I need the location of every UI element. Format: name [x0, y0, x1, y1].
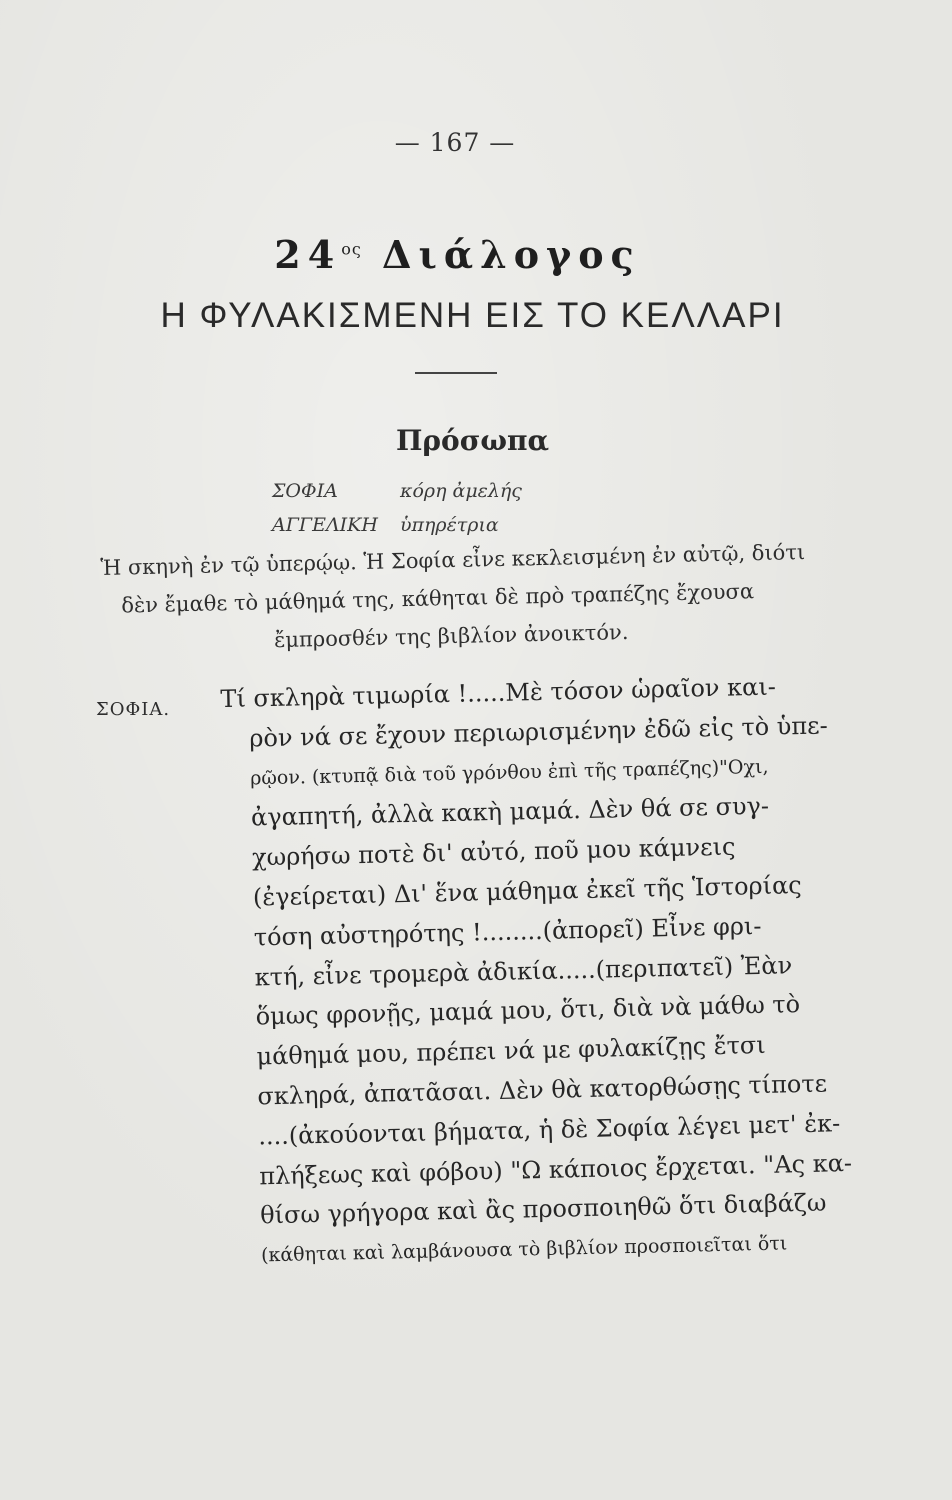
- speech-line: ρῷον. (κτυπᾷ διὰ τοῦ γρόνθου ἐπὶ τῆς τραπέζης)"Οχι,: [249, 755, 769, 790]
- cast-name: ΑΓΓΕΛΙΚΗ: [272, 514, 378, 536]
- cast-list: [272, 474, 522, 542]
- speech-line: (ἐγείρεται) Δι' ἕνα μάθημα ἐκεῖ τῆς Ἱστορίας: [252, 871, 802, 912]
- cast-name: ΣΟΦΙΑ: [272, 480, 338, 502]
- chapter-title: Η ΦΥΛΑΚΙΣΜΕΝΗ ΕΙΣ ΤΟ ΚΕΛΛΑΡΙ: [160, 296, 785, 335]
- speech-line: τόση αὐστηρότης !........(ἀπορεῖ) Εἶνε φρι-: [253, 911, 762, 952]
- speech-line: σκληρά, ἀπατᾶσαι. Δὲν θὰ κατορθώσῃς τίποτε: [257, 1069, 828, 1111]
- speech-block: [220, 665, 901, 1277]
- stage-direction-line: δὲν ἔμαθε τὸ μάθημά της, κάθηται δὲ πρὸ τραπέζης ἔχουσα: [121, 579, 755, 618]
- speech-line: κτή, εἶνε τρομερὰ ἀδικία.....(περιπατεῖ) Ἐὰν: [254, 950, 793, 992]
- speech-line: πλήξεως καὶ φόβου) "Ω κάποιος ἔρχεται. "Ας κα-: [258, 1148, 853, 1190]
- speech-line: θίσω γρήγορα καὶ ἂς προσποιηθῶ ὅτι διαβάζω: [259, 1188, 827, 1230]
- title-divider: [415, 372, 497, 374]
- speech-line: ρὸν νά σε ἔχουν περιωρισμένην ἐδῶ εἰς τὸ ὑπε-: [249, 711, 828, 753]
- dialogue-number: 24: [274, 232, 342, 277]
- speech-line: Τί σκληρὰ τιμωρία !.....Μὲ τόσον ὡραῖον και-: [220, 672, 777, 714]
- cast-row: [272, 474, 522, 508]
- dialogue-heading: [0, 232, 915, 277]
- dialogue-word: Διάλογος: [382, 232, 641, 277]
- speech-line: μάθημά μου, πρέπει νά με φυλακίζῃς ἔτσι: [256, 1031, 766, 1071]
- stage-direction-line: Ἡ σκηνὴ ἐν τῷ ὑπερῴῳ. Ἡ Σοφία εἶνε κεκλεισμένη ἐν αὐτῷ, διότι: [100, 540, 806, 580]
- speech-line: ἀγαπητή, ἀλλὰ κακὴ μαμά. Δὲν θά σε συγ-: [250, 792, 770, 832]
- speaker-label: ΣΟΦΙΑ.: [96, 699, 171, 720]
- speech-line: ....(ἀκούονται βήματα, ἡ δὲ Σοφία λέγει μετ' ἐκ-: [258, 1108, 841, 1151]
- speech-line: (κάθηται καὶ λαμβάνουσα τὸ βιβλίον προσποιεῖται ὅτι: [260, 1232, 788, 1267]
- cast-description: κόρη ἀμελής: [400, 480, 522, 502]
- page-number: — 167 —: [394, 128, 516, 157]
- speech-line: χωρήσω ποτὲ δι' αὐτό, ποῦ μου κάμνεις: [251, 832, 736, 872]
- persons-heading: Πρόσωπα: [395, 424, 550, 457]
- stage-direction-line: ἔμπροσθέν της βιβλίον ἀνοικτόν.: [273, 620, 629, 653]
- cast-row: [272, 508, 522, 542]
- dialogue-ordinal-suffix: ος: [341, 239, 362, 259]
- stage-direction: [100, 531, 882, 663]
- cast-description: ὑπηρέτρια: [400, 514, 499, 536]
- speech-line: ὅμως φρονῇς, μαμά μου, ὅτι, διὰ νὰ μάθω τὸ: [255, 990, 801, 1031]
